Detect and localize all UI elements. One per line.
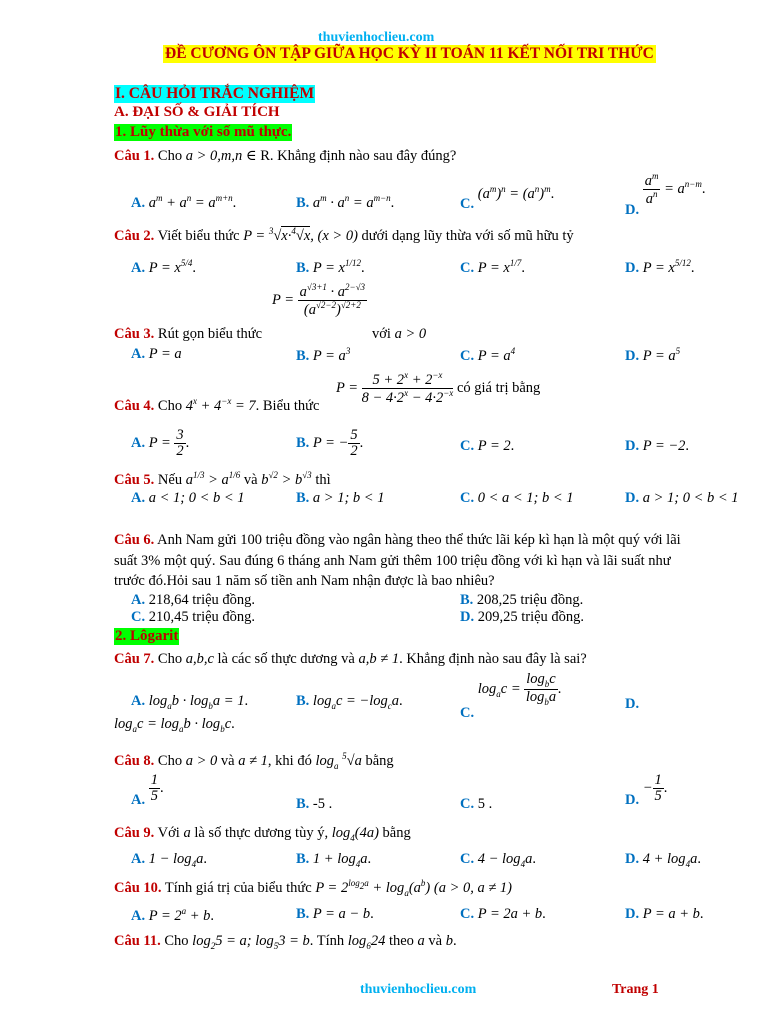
q6-option-a[interactable]: A. 218,64 triệu đồng. — [131, 592, 256, 608]
q7-option-b[interactable]: B. $\log_ac = -\log_ca$. — [296, 693, 403, 711]
q10-option-d[interactable]: D. P = a + b. — [625, 906, 704, 922]
question-9: Câu 9. Với a là số thực dương tùy ý, $\log_4(4a)$ bằng — [114, 825, 411, 843]
question-6: Câu 6. Anh Nam gửi 100 triệu đồng vào ngân hàng theo thể thức lãi kép kì hạn là một quý với lãi — [114, 532, 681, 548]
q3-option-c[interactable]: C. $P = a^4$ — [460, 346, 516, 364]
q2-option-d[interactable]: D. $P = x^{5/12}$. — [625, 258, 695, 276]
page-number: Trang 1 — [612, 982, 659, 997]
q4-option-b[interactable]: B. P = − $\frac{5}{2}$ . — [296, 427, 364, 460]
q3-condition: với a > 0 — [372, 326, 427, 342]
site-footer: thuvienhoclieu.com — [360, 982, 477, 997]
question-8: Câu 8. Cho a > 0 và a ≠ 1, khi đó $\log_a ^5√a$ bằng — [114, 751, 394, 771]
q10-option-a[interactable]: A. $P = 2^a + b$. — [131, 906, 215, 924]
q9-option-d[interactable]: D. $4 + \log_4a$. — [625, 851, 701, 869]
q9-option-c[interactable]: C. $4 - \log_4a$. — [460, 851, 536, 869]
q3-expression: P = $\frac{a^{√3+1} \cdot a^{2-√3}}{(a^{√2-2})^{√2+2}}$ — [272, 282, 366, 318]
question-10: Câu 10. Tính giá trị của biểu thức $P = 2^{log_2a} + \log_a(a^b) (a > 0$, a ≠ 1) — [114, 878, 513, 898]
question-3: Câu 3. Rút gọn biểu thức — [114, 326, 263, 342]
q10-option-b[interactable]: B. P = a − b. — [296, 906, 374, 922]
q3-option-b[interactable]: B. $P = a^3$ — [296, 346, 351, 364]
q3-option-a[interactable]: A. P = a — [131, 346, 182, 362]
q7-option-a[interactable]: A. $\log_ab \cdot \log_ba = 1$. — [131, 693, 249, 711]
q5-option-c[interactable]: C. 0 < a < 1; b < 1 — [460, 490, 574, 506]
q7-option-d-expr: $\log_ac = \log_ab \cdot \log_bc$. — [114, 716, 235, 734]
q8-option-d[interactable]: D. − $\frac{1}{5}$ . — [625, 772, 668, 809]
document-title: ĐỀ CƯƠNG ÔN TẬP GIỮA HỌC KỲ II TOÁN 11 KẾT NỐI TRI THỨC — [165, 45, 654, 62]
q10-option-c[interactable]: C. P = 2a + b. — [460, 906, 546, 922]
q5-option-b[interactable]: B. a > 1; b < 1 — [296, 490, 385, 506]
q1-option-b[interactable]: B. $a^m \cdot a^n = a^{m-n}$. — [296, 193, 395, 211]
q1-option-a[interactable]: A. $a^m + a^n = a^{m+n}$. — [131, 193, 237, 211]
question-4: Câu 4. Cho $4^x + 4^{-x} = 7$. Biểu thức — [114, 396, 320, 414]
question-1: Câu 1. Cho a > 0,m,n ∈ R. Khẳng định nào sau đây đúng? — [114, 148, 457, 164]
q5-option-d[interactable]: D. a > 1; 0 < b < 1 — [625, 490, 739, 506]
question-2: Câu 2. Viết biểu thức P = $^3$√x·$^4$√x, (x > 0) dưới dạng lũy thừa với số mũ hữu tỷ — [114, 226, 574, 244]
q4-option-d[interactable]: D. P = −2. — [625, 438, 690, 454]
site-header: thuvienhoclieu.com — [318, 30, 435, 45]
q7-option-c[interactable]: C. $\log_ac$ = $\frac{\log_bc}{\log_ba}$ . — [460, 671, 562, 722]
q2-option-c[interactable]: C. $P = x^{1/7}$. — [460, 258, 525, 276]
section-partA: A. ĐẠI SỐ & GIẢI TÍCH — [114, 104, 280, 120]
q4-expression: P = $\frac{5 + 2^x + 2^{-x}}{8 - 4\cdot 2^x - 4\cdot 2^{-x}}$ có giá trị bằng — [336, 370, 541, 406]
q2-option-a[interactable]: A. $P = x^{5/4}$. — [131, 258, 196, 276]
q6-line3: trước đó.Hỏi sau 1 năm số tiền anh Nam nhận được là bao nhiêu? — [114, 573, 495, 589]
question-7: Câu 7. Cho a,b,c là các số thực dương và a,b ≠ 1. Khẳng định nào sau đây là sai? — [114, 651, 587, 667]
q9-option-a[interactable]: A. $1 - \log_4a$. — [131, 851, 207, 869]
section-s2: 2. Lôgarit — [115, 628, 179, 644]
q1-option-c[interactable]: C. $(a^m)^n = (a^n)^m$. — [460, 184, 555, 212]
section-s1: 1. Lũy thừa với số mũ thực. — [115, 124, 292, 140]
q6-line2: suất 3% một quý. Sau đúng 6 tháng anh Nam gửi thêm 100 triệu đồng với kì hạn và lãi suất như — [114, 553, 671, 569]
q4-option-a[interactable]: A. P = $\frac{3}{2}$ . — [131, 427, 190, 460]
q1-option-d[interactable]: D. $\frac{a^m}{a^n}$ = $a^{n-m}$. — [625, 171, 706, 218]
q8-option-b[interactable]: B. -5 . — [296, 796, 333, 812]
q2-option-b[interactable]: B. $P = x^{1/12}$. — [296, 258, 365, 276]
q6-option-b[interactable]: B. 208,25 triệu đồng. — [460, 592, 584, 608]
q6-option-c[interactable]: C. 210,45 triệu đồng. — [131, 609, 256, 625]
question-5: Câu 5. Nếu $a^{1/3} > a^{1/6}$ và $b^{√2} > b^{√3}$ thì — [114, 470, 331, 488]
q9-option-b[interactable]: B. $1 + \log_4a$. — [296, 851, 372, 869]
q3-option-d[interactable]: D. $P = a^5$ — [625, 346, 681, 364]
q8-option-c[interactable]: C. 5 . — [460, 796, 493, 812]
q4-option-c[interactable]: C. P = 2. — [460, 438, 515, 454]
q5-option-a[interactable]: A. a < 1; 0 < b < 1 — [131, 490, 245, 506]
section-part1: I. CÂU HỎI TRẮC NGHIỆM — [115, 85, 315, 102]
q6-option-d[interactable]: D. 209,25 triệu đồng. — [460, 609, 585, 625]
question-11: Câu 11. Cho $\log_25 = a$; $\log_53 = b$. Tính $\log_624$ theo a và b. — [114, 933, 457, 951]
q8-option-a[interactable]: A. $\frac{1}{5}$ . — [131, 772, 164, 809]
q7-option-d[interactable]: D. — [625, 696, 640, 712]
